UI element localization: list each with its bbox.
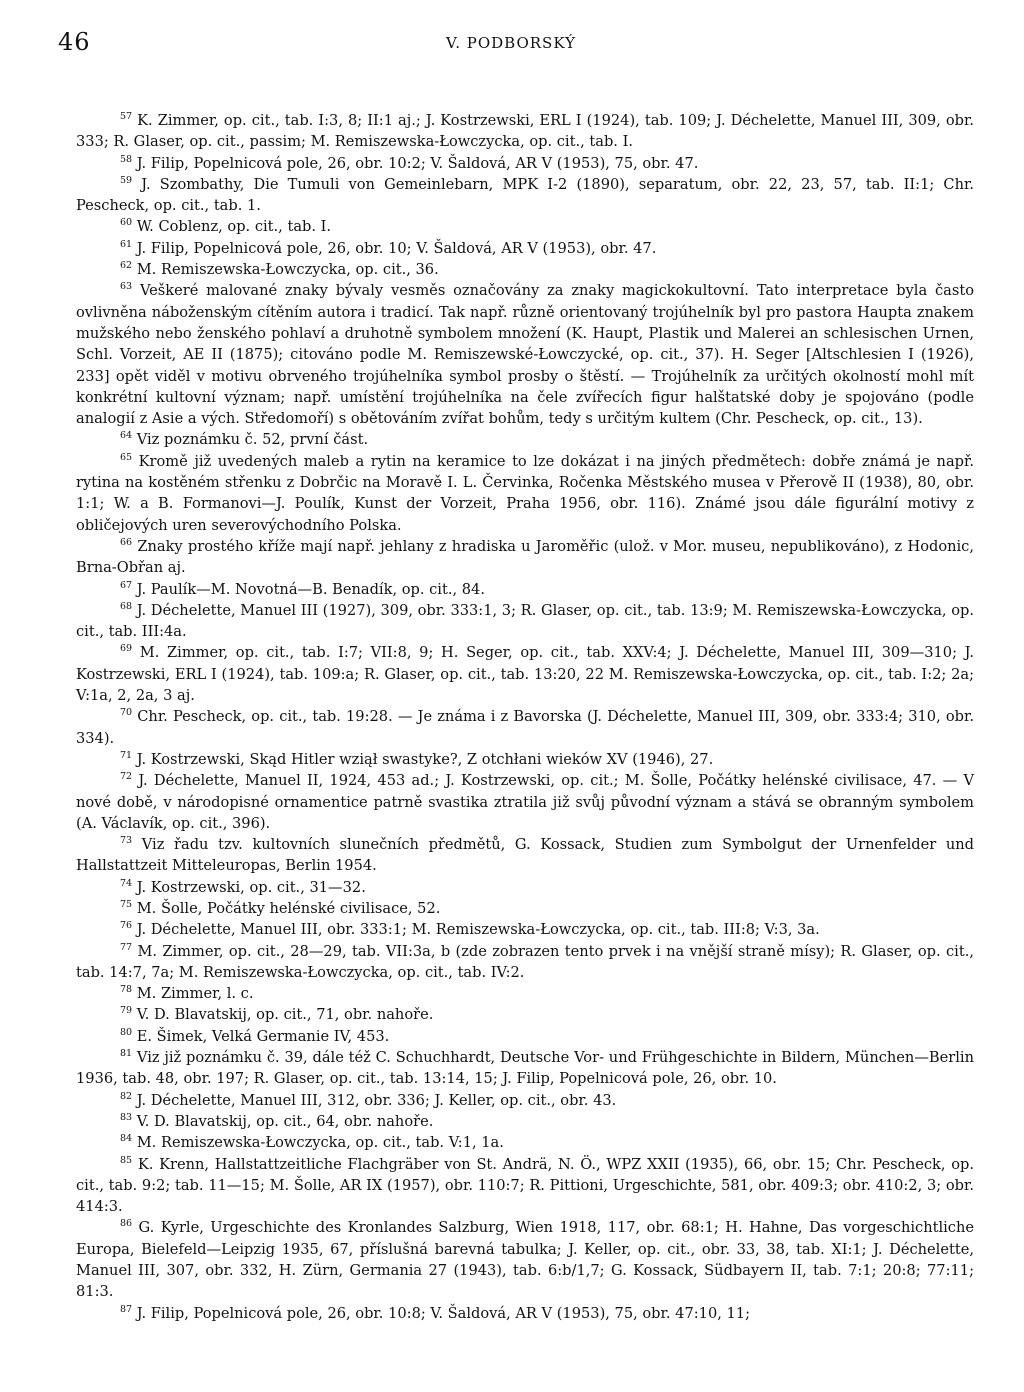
footnote-text: W. Coblenz, op. cit., tab. I.	[136, 218, 332, 236]
footnote-73	[76, 834, 974, 877]
footnote-text: Viz již poznámku č. 39, dále též C. Schuchhardt, Deutsche Vor- und Frühgeschichte in Bildern, München—Berlin 1936, tab. 48, obr. 197; R. Glaser, op. cit., tab. 13:14, 15; J. Filip, Popelnicová pole, 26, obr. 10.	[76, 1049, 974, 1088]
footnote-text: J. Déchelette, Manuel III (1927), 309, obr. 333:1, 3; R. Glaser, op. cit., tab. 13:9; M. Remiszewska-Łowczycka, op. cit., tab. III:4a.	[76, 601, 975, 641]
footnote-number: 77	[120, 941, 133, 953]
footnote-number: 73	[120, 835, 133, 847]
footnote-text: K. Zimmer, op. cit., tab. I:3, 8; II:1 aj.; J. Kostrzewski, ERL I (1924), tab. 109; J. Déchelette, Manuel III, 309, obr. 333; R. Glaser, op. cit., passim; M. Remiszewska-Łowczycka, op. cit., tab. I.	[76, 112, 975, 151]
footnote-number: 65	[120, 451, 133, 463]
footnote-74	[76, 877, 974, 898]
footnote-text: G. Kyrle, Urgeschichte des Kronlandes Salzburg, Wien 1918, 117, obr. 68:1; H. Hahne, Das vorgeschichtliche Europa, Bielefeld—Leipzig 1935, 67, příslušná barevná tabulka; J. Keller, op. cit., obr. 33, 38, tab. XI:1; J. Déchelette, Manuel III, 307, obr. 332, H. Zürn, Germania 27 (1943), tab. 6:b/1,7; G. Kossack, Südbayern II, tab. 7:1; 20:8; 77:11; 81:3.	[76, 1219, 974, 1301]
footnote-85	[76, 1154, 974, 1218]
footnote-72	[76, 770, 974, 834]
footnote-number: 72	[120, 771, 133, 783]
footnote-text: M. Remiszewska-Łowczycka, op. cit., 36.	[136, 261, 439, 279]
footnote-text: J. Szombathy, Die Tumuli von Gemeinlebarn, MPK I-2 (1890), separatum, obr. 22, 23, 57, tab. II:1; Chr. Pescheck, op. cit., tab. 1.	[76, 175, 975, 215]
footnote-number: 67	[120, 579, 133, 591]
footnote-number: 84	[120, 1133, 133, 1145]
footnote-number: 86	[120, 1218, 133, 1230]
footnote-text: M. Zimmer, l. c.	[136, 985, 254, 1003]
footnote-text: Viz poznámku č. 52, první část.	[136, 431, 369, 449]
footnote-number: 62	[120, 260, 133, 272]
footnote-number: 74	[120, 877, 133, 889]
footnote-number: 66	[120, 537, 133, 549]
footnote-number: 58	[120, 153, 133, 165]
footnote-82	[76, 1090, 974, 1111]
footnote-text: Chr. Pescheck, op. cit., tab. 19:28. — Je známa i z Bavorska (J. Déchelette, Manuel III, 309, obr. 333:4; 310, obr. 334).	[76, 708, 974, 747]
footnote-86	[76, 1217, 974, 1302]
footnote-76	[76, 919, 974, 940]
footnote-62	[76, 259, 974, 280]
footnote-59	[76, 174, 974, 217]
footnote-text: Kromě již uvedených maleb a rytin na keramice to lze dokázat i na jiných předmětech: dobře známá je např. rytina na kostěném střenku z Dobrčic na Moravě I. L. Červinka, Ročenka Městského musea v Přerově II (1938), 80, obr. 1:1; W. a B. Formanovi—J. Poulík, Kunst der Vorzeit, Praha 1956, obr. 116). Známé jsou dále figurální motivy z obličejových uren severovýchodního Polska.	[76, 452, 975, 534]
footnote-text: V. D. Blavatskij, op. cit., 71, obr. nahoře.	[136, 1006, 434, 1024]
footnote-80	[76, 1026, 974, 1047]
footnote-67	[76, 579, 974, 600]
footnote-81	[76, 1047, 974, 1090]
footnote-text: Veškeré malované znaky bývaly vesměs označovány za znaky magickokultovní. Tato interpretace byla často ovlivněna náboženským cítěním autora i tradicí. Tak např. různě orientovaný trojúhelník byl pro pastora Haupta znakem mužského nebo ženského pohlaví a druhotně symbolem množení (K. Haupt, Plastik und Malerei an schlesischen Urnen, Schl. Vorzeit, AE II (1875); citováno podle M. Remiszewské-Łowczycké, op. cit., 37). H. Seger [Altschlesien I (1926), 233] opět viděl v motivu obrveného trojúhelníka symbol prosby o štěstí. — Trojúhelník za určitých okolností mohl mít konkrétní kultovní význam; např. umístění trojúhelníka na čele zvířecích figur halštatské doby je spojováno (podle analogií z Asie a vých. Středomoří) s obětováním zvířat bohům, tedy s určitým kultem (Chr. Pescheck, op. cit., 13).	[76, 282, 975, 428]
footnote-number: 68	[120, 600, 133, 612]
footnote-75	[76, 898, 974, 919]
footnote-number: 75	[120, 899, 133, 911]
footnote-number: 79	[120, 1005, 133, 1017]
footnote-number: 82	[120, 1090, 133, 1102]
footnote-number: 60	[120, 217, 133, 229]
running-head-author: V. PODBORSKÝ	[446, 34, 577, 52]
footnote-68	[76, 600, 974, 643]
footnote-text: J. Déchelette, Manuel III, 312, obr. 336; J. Keller, op. cit., obr. 43.	[136, 1091, 617, 1109]
footnote-number: 59	[120, 175, 133, 187]
footnote-60	[76, 216, 974, 237]
footnote-64	[76, 429, 974, 450]
footnote-number: 87	[120, 1303, 133, 1315]
footnote-number: 63	[120, 281, 133, 293]
footnote-65	[76, 451, 974, 536]
footnote-87	[76, 1303, 974, 1324]
footnote-text: Viz řadu tzv. kultovních slunečních předmětů, G. Kossack, Studien zum Symbolgut der Urnenfelder und Hallstattzeit Mitteleuropas, Berlin 1954.	[76, 836, 974, 875]
footnote-79	[76, 1004, 974, 1025]
footnote-text: J. Kostrzewski, Skąd Hitler wziął swastyke?, Z otchłani wieków XV (1946), 27.	[136, 750, 714, 768]
footnote-text: J. Déchelette, Manuel II, 1924, 453 ad.; J. Kostrzewski, op. cit.; M. Šolle, Počátky helénské civilisace, 47. — V nové době, v národopisné ornamentice patrně svastika ztratila již svůj původní význam a stává se obranným symbolem (A. Václavík, op. cit., 396).	[76, 772, 975, 832]
footnote-text: J. Filip, Popelnicová pole, 26, obr. 10:8; V. Šaldová, AR V (1953), 75, obr. 47:10, 11;	[136, 1304, 750, 1322]
footnote-number: 76	[120, 920, 133, 932]
footnote-57	[76, 110, 974, 153]
footnote-number: 64	[120, 430, 133, 442]
footnote-text: M. Zimmer, op. cit., tab. I:7; VII:8, 9; H. Seger, op. cit., tab. XXV:4; J. Déchelette, Manuel III, 309—310; J. Kostrzewski, ERL I (1924), tab. 109:a; R. Glaser, op. cit., tab. 13:20, 22 M. Remiszewska-Łowczycka, op. cit., tab. I:2; 2a; V:1a, 2, 2a, 3 aj.	[76, 644, 975, 705]
footnote-number: 61	[120, 238, 133, 250]
footnote-text: K. Krenn, Hallstattzeitliche Flachgräber von St. Andrä, N. Ö., WPZ XXII (1935), 66, obr. 15; Chr. Pescheck, op. cit., tab. 9:2; tab. 11—15; M. Šolle, AR IX (1957), obr. 110:7; R. Pittioni, Urgeschichte, 581, obr. 409:3; obr. 410:2, 3; obr. 414:3.	[76, 1155, 975, 1216]
footnote-text: M. Remiszewska-Łowczycka, op. cit., tab. V:1, 1a.	[136, 1134, 504, 1152]
footnote-number: 83	[120, 1112, 133, 1124]
footnote-text: V. D. Blavatskij, op. cit., 64, obr. nahoře.	[136, 1112, 434, 1130]
footnote-61	[76, 238, 974, 259]
footnote-58	[76, 153, 974, 174]
footnote-66	[76, 536, 974, 579]
footnote-text: J. Paulík—M. Novotná—B. Benadík, op. cit., 84.	[136, 580, 485, 598]
footnote-number: 85	[120, 1154, 133, 1166]
footnote-text: J. Filip, Popelnicová pole, 26, obr. 10:2; V. Šaldová, AR V (1953), 75, obr. 47.	[136, 154, 699, 172]
footnote-text: M. Šolle, Počátky helénské civilisace, 52.	[136, 899, 441, 917]
footnote-number: 78	[120, 984, 133, 996]
footnote-number: 80	[120, 1026, 133, 1038]
footnote-text: Znaky prostého kříže mají např. jehlany z hradiska u Jaroměřic (ulož. v Mor. museu, nepublikováno), z Hodonic, Brna-Obřan aj.	[76, 537, 974, 577]
footnote-69	[76, 642, 974, 706]
footnotes-list	[76, 110, 974, 1324]
footnote-number: 57	[120, 111, 133, 123]
footnote-63	[76, 280, 974, 429]
footnote-text: M. Zimmer, op. cit., 28—29, tab. VII:3a, b (zde zobrazen tento prvek i na vnější straně mísy); R. Glaser, op. cit., tab. 14:7, 7a; M. Remiszewska-Łowczycka, op. cit., tab. IV:2.	[76, 942, 974, 981]
footnote-77	[76, 941, 974, 984]
footnote-text: J. Déchelette, Manuel III, obr. 333:1; M. Remiszewska-Łowczycka, op. cit., tab. III:8; V:3, 3a.	[136, 921, 820, 939]
footnote-71	[76, 749, 974, 770]
running-header	[58, 28, 974, 68]
footnote-number: 70	[120, 707, 133, 719]
page-number: 46	[58, 28, 91, 56]
footnote-78	[76, 983, 974, 1004]
footnote-83	[76, 1111, 974, 1132]
footnote-number: 71	[120, 750, 133, 762]
footnote-number: 81	[120, 1048, 133, 1060]
footnote-70	[76, 706, 974, 749]
footnote-text: J. Filip, Popelnicová pole, 26, obr. 10; V. Šaldová, AR V (1953), obr. 47.	[136, 239, 657, 257]
footnote-84	[76, 1132, 974, 1153]
footnote-text: J. Kostrzewski, op. cit., 31—32.	[136, 878, 366, 896]
footnote-text: E. Šimek, Velká Germanie IV, 453.	[136, 1027, 390, 1045]
footnote-number: 69	[120, 643, 133, 655]
